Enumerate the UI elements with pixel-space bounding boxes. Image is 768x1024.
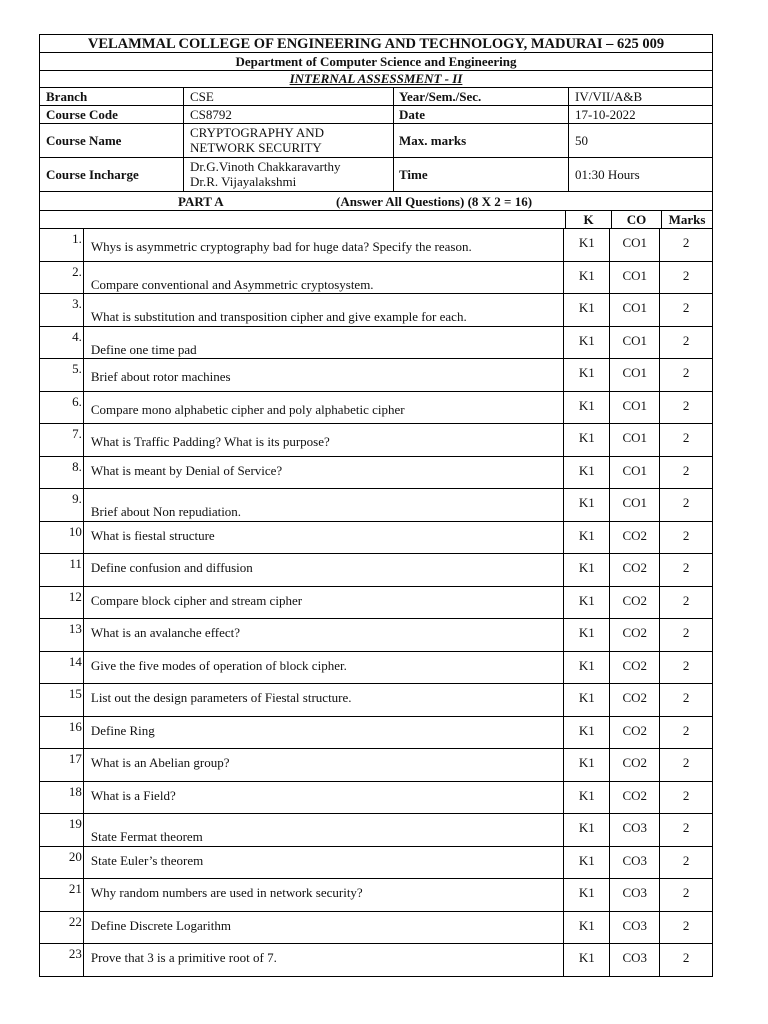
question-k: K1: [564, 684, 610, 716]
question-marks: 2: [682, 495, 690, 510]
question-text: Compare conventional and Asymmetric cryptosystem.: [90, 276, 374, 292]
question-co: CO2: [610, 554, 660, 586]
question-number-text: 11: [69, 556, 82, 571]
question-co: CO3: [610, 944, 660, 976]
question-co: CO1: [610, 392, 660, 424]
question-row: [39, 554, 713, 587]
question-marks: 2: [682, 690, 690, 705]
question-text-cell: [84, 652, 565, 684]
question-text: What is Traffic Padding? What is its purpose?: [90, 434, 330, 449]
question-text-cell: [84, 717, 565, 749]
blank-header: [40, 211, 566, 228]
question-co: CO1: [610, 457, 660, 489]
question-number: [40, 717, 84, 749]
question-number: [40, 912, 84, 944]
question-k: K1: [564, 489, 610, 521]
question-number-text: 15: [68, 686, 82, 701]
yss-value: IV/VII/A&B: [575, 89, 643, 104]
question-number: [40, 749, 84, 781]
department-title: Department of Computer Science and Engineering: [39, 53, 713, 71]
question-marks: 2: [682, 300, 690, 315]
incharge-line1: Dr.G.Vinoth Chakkaravarthy: [190, 159, 341, 174]
question-number: [40, 262, 84, 294]
question-k: K1: [564, 847, 610, 879]
question-text-cell: [84, 229, 565, 261]
question-number: [40, 847, 84, 879]
question-k: K1: [564, 879, 610, 911]
question-marks: 2: [682, 332, 690, 348]
info-row-name: [39, 124, 713, 158]
question-k: K1: [564, 587, 610, 619]
course-incharge-value: [184, 158, 394, 191]
part-a-instruction: (Answer All Questions) (8 X 2 = 16): [336, 194, 533, 209]
question-text: Why random numbers are used in network security?: [90, 885, 363, 900]
question-k: K1: [564, 294, 610, 326]
question-number-text: 18: [68, 783, 82, 799]
question-k: K1: [564, 717, 610, 749]
course-name-line1: CRYPTOGRAPHY AND: [190, 125, 325, 140]
time-value: 01:30 Hours: [575, 167, 640, 182]
question-row: [39, 717, 713, 750]
question-number-text: 3.: [72, 296, 82, 311]
question-k: K1: [564, 457, 610, 489]
max-marks-value: 50: [575, 133, 588, 148]
question-text-cell: [84, 522, 565, 554]
question-k: K1: [564, 392, 610, 424]
question-text: Brief about Non repudiation.: [90, 504, 242, 519]
question-co: CO3: [610, 879, 660, 911]
question-marks: 2: [682, 950, 690, 965]
question-row: [39, 652, 713, 685]
max-marks-label: Max. marks: [394, 124, 569, 157]
college-title: VELAMMAL COLLEGE OF ENGINEERING AND TECHNOLOGY, MADURAI – 625 009: [39, 34, 713, 53]
question-k: K1: [564, 327, 610, 359]
question-text-cell: [84, 457, 565, 489]
question-co: CO2: [610, 522, 660, 554]
question-row: [39, 879, 713, 912]
question-row: [39, 457, 713, 490]
question-marks: 2: [682, 787, 690, 803]
question-co: CO2: [610, 782, 660, 814]
question-co: CO1: [610, 424, 660, 456]
question-number-text: 23: [68, 946, 82, 961]
marks-header: Marks: [668, 212, 706, 227]
question-text-cell: [84, 749, 565, 781]
question-row: [39, 749, 713, 782]
question-marks: 2: [682, 527, 690, 543]
question-co: CO2: [610, 684, 660, 716]
question-text-cell: [84, 359, 565, 391]
question-co: CO3: [610, 912, 660, 944]
question-marks: 2: [682, 560, 690, 575]
question-number: [40, 229, 84, 261]
question-marks: 2: [682, 852, 690, 868]
assessment-title: [39, 71, 713, 88]
question-row: [39, 327, 713, 360]
question-text-cell: [84, 814, 565, 846]
date-label: Date: [394, 106, 569, 123]
question-row: [39, 847, 713, 880]
question-text: What is an Abelian group?: [90, 755, 230, 770]
question-number-text: 2.: [72, 263, 82, 279]
question-k: K1: [564, 424, 610, 456]
question-marks: 2: [682, 462, 690, 478]
question-number-text: 8.: [72, 458, 82, 474]
question-row: [39, 262, 713, 295]
course-incharge-label: Course Incharge: [40, 158, 184, 191]
question-text-cell: [84, 912, 565, 944]
question-marks: 2: [682, 365, 690, 380]
question-text-cell: [84, 879, 565, 911]
question-row: [39, 912, 713, 945]
question-number: [40, 522, 84, 554]
question-text-cell: [84, 847, 565, 879]
question-k: K1: [564, 814, 610, 846]
question-list: [39, 229, 713, 977]
question-k: K1: [564, 229, 610, 261]
question-k: K1: [564, 522, 610, 554]
question-text: What is substitution and transposition cipher and give example for each.: [90, 309, 467, 324]
question-text-cell: [84, 554, 565, 586]
question-number: [40, 782, 84, 814]
question-text: State Fermat theorem: [90, 829, 203, 844]
question-text: Define confusion and diffusion: [90, 560, 253, 575]
course-code-value: CS8792: [184, 106, 394, 123]
question-number-text: 5.: [72, 361, 82, 376]
question-text: What is a Field?: [90, 787, 176, 803]
question-number-text: 12: [68, 588, 82, 604]
question-row: [39, 944, 713, 977]
question-co: CO1: [610, 359, 660, 391]
question-number-text: 20: [68, 848, 82, 864]
question-text-cell: [84, 327, 565, 359]
assessment-label: INTERNAL ASSESSMENT - II: [289, 71, 463, 86]
question-text-cell: [84, 294, 565, 326]
question-number-text: 19: [68, 816, 82, 831]
question-number: [40, 619, 84, 651]
question-row: [39, 359, 713, 392]
question-text-cell: [84, 684, 565, 716]
question-k: K1: [564, 912, 610, 944]
date-value: 17-10-2022: [575, 107, 636, 122]
question-co: CO3: [610, 814, 660, 846]
co-header: CO: [612, 211, 662, 228]
question-number: [40, 489, 84, 521]
question-text: Whys is asymmetric cryptography bad for huge data? Specify the reason.: [90, 239, 472, 254]
question-number: [40, 424, 84, 456]
question-marks: 2: [682, 625, 690, 640]
question-co: CO1: [610, 229, 660, 261]
question-number: [40, 294, 84, 326]
question-text: Compare mono alphabetic cipher and poly alphabetic cipher: [90, 401, 405, 417]
question-number-text: 22: [68, 913, 82, 929]
question-text: List out the design parameters of Fiestal structure.: [90, 690, 352, 705]
question-number: [40, 814, 84, 846]
question-row: [39, 424, 713, 457]
question-number-text: 9.: [72, 491, 82, 506]
question-number: [40, 392, 84, 424]
question-row: [39, 587, 713, 620]
question-text: Define Ring: [90, 722, 155, 738]
k-header: K: [566, 211, 612, 228]
question-row: [39, 684, 713, 717]
question-marks: 2: [682, 917, 690, 933]
question-row: [39, 294, 713, 327]
branch-value: CSE: [184, 88, 394, 105]
info-row-branch: [39, 88, 713, 106]
question-number-text: 7.: [72, 426, 82, 441]
question-co: CO1: [610, 327, 660, 359]
question-marks: 2: [682, 820, 690, 835]
question-text-cell: [84, 489, 565, 521]
info-row-incharge: [39, 158, 713, 192]
question-k: K1: [564, 619, 610, 651]
question-number-text: 17: [68, 751, 82, 766]
info-row-code: [39, 106, 713, 124]
branch-label: Branch: [40, 88, 184, 105]
question-text-cell: [84, 587, 565, 619]
question-number: [40, 359, 84, 391]
question-text-cell: [84, 424, 565, 456]
question-text: What is meant by Denial of Service?: [90, 462, 283, 478]
question-number: [40, 652, 84, 684]
time-label: Time: [394, 158, 569, 191]
question-marks: 2: [682, 235, 690, 250]
question-k: K1: [564, 262, 610, 294]
question-text: What is fiestal structure: [90, 527, 215, 543]
question-marks: 2: [682, 657, 690, 673]
question-number: [40, 327, 84, 359]
question-number: [40, 684, 84, 716]
question-text: State Euler’s theorem: [90, 852, 204, 868]
question-k: K1: [564, 749, 610, 781]
question-number-text: 14: [68, 653, 82, 669]
question-text: Define one time pad: [90, 341, 197, 357]
part-a-title: PART A: [178, 194, 224, 209]
question-marks: 2: [682, 592, 690, 608]
question-marks: 2: [682, 755, 690, 770]
question-number-text: 4.: [72, 328, 82, 344]
question-co: CO2: [610, 749, 660, 781]
question-paper: [39, 34, 713, 977]
question-marks: 2: [682, 430, 690, 445]
question-number-text: 16: [68, 718, 82, 734]
question-number: [40, 554, 84, 586]
yss-label: Year/Sem./Sec.: [394, 88, 569, 105]
question-text: Define Discrete Logarithm: [90, 917, 231, 933]
incharge-line2: Dr.R. Vijayalakshmi: [190, 174, 297, 189]
question-row: [39, 229, 713, 262]
question-row: [39, 814, 713, 847]
question-text-cell: [84, 619, 565, 651]
question-co: CO1: [610, 294, 660, 326]
question-number-text: 10: [68, 523, 82, 539]
question-k: K1: [564, 652, 610, 684]
question-table-header: [39, 211, 713, 229]
question-marks: 2: [682, 722, 690, 738]
question-row: [39, 619, 713, 652]
question-row: [39, 782, 713, 815]
course-code-label: Course Code: [40, 106, 184, 123]
question-row: [39, 522, 713, 555]
question-co: CO2: [610, 619, 660, 651]
course-name-label: Course Name: [40, 124, 184, 157]
question-number-text: 21: [68, 881, 82, 896]
question-row: [39, 489, 713, 522]
question-co: CO1: [610, 262, 660, 294]
course-name-value: [184, 124, 394, 157]
question-number-text: 13: [68, 621, 82, 636]
question-text: Prove that 3 is a primitive root of 7.: [90, 950, 277, 965]
question-text: Brief about rotor machines: [90, 369, 231, 384]
question-text-cell: [84, 782, 565, 814]
question-k: K1: [564, 554, 610, 586]
question-row: [39, 392, 713, 425]
question-text-cell: [84, 944, 565, 976]
question-number-text: 1.: [72, 231, 82, 246]
question-text-cell: [84, 392, 565, 424]
question-number: [40, 587, 84, 619]
question-co: CO3: [610, 847, 660, 879]
question-text: What is an avalanche effect?: [90, 625, 241, 640]
question-text-cell: [84, 262, 565, 294]
question-number: [40, 457, 84, 489]
course-name-line2: NETWORK SECURITY: [190, 140, 322, 155]
question-marks: 2: [682, 885, 690, 900]
question-marks: 2: [682, 267, 690, 283]
question-number: [40, 944, 84, 976]
question-number-text: 6.: [72, 393, 82, 409]
question-co: CO2: [610, 717, 660, 749]
question-co: CO1: [610, 489, 660, 521]
part-a-header: [39, 192, 713, 211]
question-k: K1: [564, 359, 610, 391]
question-text: Compare block cipher and stream cipher: [90, 592, 303, 608]
question-number: [40, 879, 84, 911]
question-k: K1: [564, 944, 610, 976]
question-co: CO2: [610, 652, 660, 684]
question-text: Give the five modes of operation of block cipher.: [90, 657, 347, 673]
question-k: K1: [564, 782, 610, 814]
question-marks: 2: [682, 397, 690, 413]
question-co: CO2: [610, 587, 660, 619]
